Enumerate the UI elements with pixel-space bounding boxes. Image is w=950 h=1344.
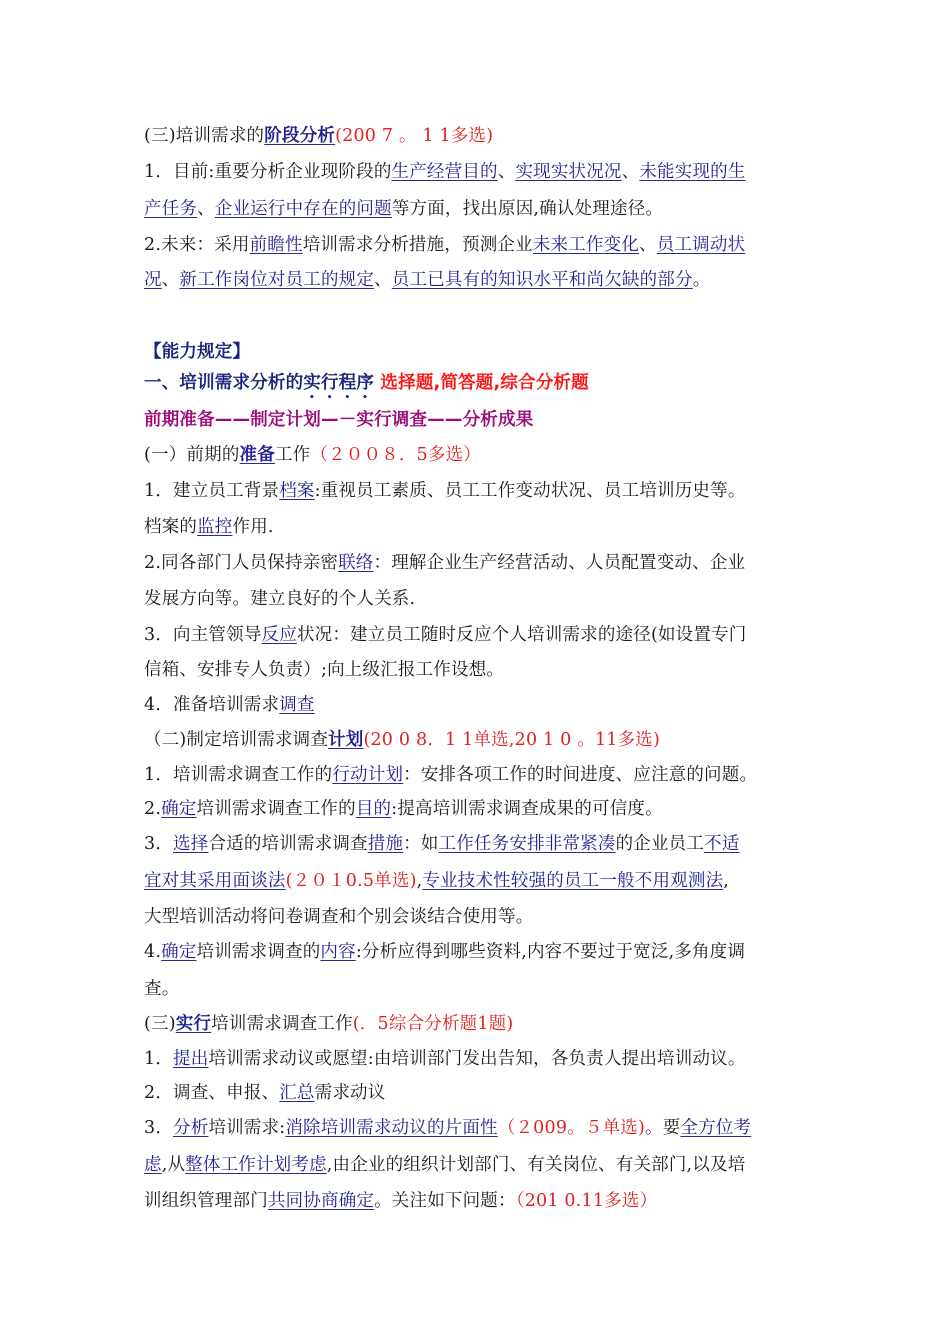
text: , bbox=[723, 871, 730, 891]
text: 信箱、安排专人负责）;向上级汇报工作设想。 bbox=[144, 660, 505, 680]
exam-note: 选择题,简答题,综合分析题 bbox=[374, 373, 589, 393]
text: 、 bbox=[374, 270, 392, 290]
text: 4．准备培训需求 bbox=[144, 695, 280, 715]
text: (一）前期的 bbox=[144, 445, 240, 465]
text: 1．建立员工背景 bbox=[144, 481, 280, 501]
section-3-heading bbox=[144, 124, 820, 148]
text: :提高培训需求调查成果的可信度。 bbox=[391, 799, 663, 819]
text: (三) bbox=[144, 1014, 176, 1034]
keyword: 宜对其采用面谈法 bbox=[144, 871, 286, 891]
paragraph-line bbox=[144, 1047, 820, 1071]
paragraph-line bbox=[144, 869, 820, 893]
text: 4. bbox=[144, 942, 162, 962]
paragraph-line bbox=[144, 977, 820, 1001]
paragraph-line bbox=[144, 797, 820, 821]
text: 培训需求调查的 bbox=[196, 942, 321, 962]
text: 1．目前:重要分析企业现阶段的 bbox=[144, 162, 392, 182]
keyword: 消除培训需求动议的片面性 bbox=[285, 1118, 498, 1138]
subsection-2-heading bbox=[144, 728, 820, 752]
text: 。 bbox=[692, 270, 711, 290]
text: 2.同各部门人员保持亲密 bbox=[144, 553, 339, 573]
text: 培训需求: bbox=[208, 1118, 286, 1138]
paragraph-line bbox=[144, 623, 820, 647]
paragraph-line bbox=[144, 197, 820, 221]
text: 等方面，找出原因,确认处理途径。 bbox=[391, 199, 664, 219]
text: 需求动议 bbox=[314, 1083, 386, 1103]
text: ：理解企业生产经营活动、人员配置变动、企业 bbox=[373, 553, 746, 573]
keyword: 分析 bbox=[173, 1118, 209, 1138]
text: （二)制定培训需求调查 bbox=[144, 730, 329, 750]
section-1-heading bbox=[144, 371, 820, 403]
text: 3． bbox=[144, 834, 174, 854]
text: 合适的培训需求调查 bbox=[208, 834, 368, 854]
keyword: 内容 bbox=[320, 942, 356, 962]
keyword: 汇总 bbox=[279, 1083, 315, 1103]
text: 状况：建立员工随时反应个人培训需求的途径(如设置专门 bbox=[296, 625, 747, 645]
text: , bbox=[416, 871, 423, 891]
keyword: 准备 bbox=[239, 445, 275, 465]
subsection-1-heading bbox=[144, 443, 820, 467]
keyword: 确定 bbox=[161, 942, 197, 962]
keyword: 企业运行中存在的问题 bbox=[214, 199, 392, 219]
keyword: 实行程序 bbox=[303, 373, 375, 393]
text: 1． bbox=[144, 1049, 174, 1069]
text: 3．向主管领导 bbox=[144, 625, 262, 645]
text: 一、培训需求分析的 bbox=[144, 373, 304, 393]
keyword: 联络 bbox=[338, 553, 374, 573]
exam-note: （２009。５单选) bbox=[497, 1118, 645, 1138]
exam-note: （201 0.11多选） bbox=[515, 1191, 658, 1211]
keyword: 阶段分析 bbox=[264, 126, 336, 146]
keyword: 全方位考 bbox=[680, 1118, 752, 1138]
paragraph-line bbox=[144, 832, 820, 856]
keyword: 实现实状况况 bbox=[515, 162, 622, 182]
paragraph-line bbox=[144, 763, 820, 787]
text: 培训需求分析措施，预测企业 bbox=[302, 235, 533, 255]
keyword: 目的 bbox=[355, 799, 392, 819]
text: 【能力规定】 bbox=[144, 342, 251, 362]
paragraph-line bbox=[144, 693, 820, 717]
keyword: 确定 bbox=[161, 799, 197, 819]
text: 、 bbox=[639, 235, 657, 255]
paragraph-line bbox=[144, 940, 820, 964]
keyword: 前瞻性 bbox=[249, 235, 303, 255]
paragraph-line bbox=[144, 1153, 820, 1177]
paragraph-line bbox=[144, 905, 820, 929]
text: 。要 bbox=[645, 1118, 681, 1138]
keyword: 产任务 bbox=[144, 199, 198, 219]
keyword: 工作任务安排非常紧凑 bbox=[438, 834, 616, 854]
paragraph-line bbox=[144, 587, 820, 611]
keyword: 调查 bbox=[279, 695, 315, 715]
text: 前期准备——制定计划—－实行调查——分析成果 bbox=[144, 410, 534, 430]
text: 培训需求动议或愿望:由培训部门发出告知，各负责人提出培训动议。 bbox=[208, 1049, 746, 1069]
text: ：如 bbox=[403, 834, 439, 854]
keyword: 提出 bbox=[173, 1049, 209, 1069]
text: 查。 bbox=[144, 979, 180, 999]
paragraph-line bbox=[144, 1189, 820, 1213]
keyword: 未能实现的生 bbox=[639, 162, 746, 182]
text: ,由企业的组织计划部门、有关岗位、有关部门,以及培 bbox=[326, 1155, 746, 1175]
paragraph-line bbox=[144, 1116, 820, 1140]
keyword: 计划 bbox=[328, 730, 364, 750]
keyword: 反应 bbox=[261, 625, 297, 645]
text: 3． bbox=[144, 1118, 174, 1138]
text: 、 bbox=[497, 162, 516, 182]
keyword: 专业技术性较强的员工一般不用观测法 bbox=[422, 871, 724, 891]
exam-note: (２０１0.5单选) bbox=[285, 871, 417, 891]
keyword: 整体工作计划考虑 bbox=[185, 1155, 327, 1175]
text: 培训需求调查工作 bbox=[211, 1014, 353, 1034]
keyword: 行动计划 bbox=[332, 765, 404, 785]
text: ,从 bbox=[161, 1155, 186, 1175]
exam-note: （２００８．5多选） bbox=[310, 445, 481, 465]
keyword: 选择 bbox=[173, 834, 209, 854]
exam-note: (．5综合分析题1题) bbox=[352, 1014, 514, 1034]
process-flow bbox=[144, 408, 820, 432]
paragraph-line bbox=[144, 551, 820, 575]
keyword: 共同协商确定 bbox=[267, 1191, 375, 1211]
paragraph-line bbox=[144, 658, 820, 682]
text: 1．培训需求调查工作的 bbox=[144, 765, 333, 785]
keyword: 虑 bbox=[144, 1155, 162, 1175]
paragraph-line bbox=[144, 1081, 820, 1105]
text: 、 bbox=[197, 199, 215, 219]
text: :重视员工素质、员工工作变动状况、员工培训历史等。 bbox=[314, 481, 746, 501]
text: 大型培训活动将问卷调查和个别会谈结合使用等。 bbox=[144, 907, 534, 927]
paragraph-line bbox=[144, 515, 820, 539]
exam-note: (200 7 。 1 1多选) bbox=[335, 126, 494, 146]
ability-heading bbox=[144, 340, 820, 364]
text: 的企业员工 bbox=[615, 834, 705, 854]
text: 。关注如下问题： bbox=[374, 1191, 516, 1211]
text: 2．调查、申报、 bbox=[144, 1083, 280, 1103]
keyword: 员工调动状 bbox=[656, 235, 746, 255]
keyword: 况 bbox=[144, 270, 162, 290]
keyword: 措施 bbox=[367, 834, 404, 854]
keyword: 监控 bbox=[197, 517, 233, 537]
text: 、 bbox=[621, 162, 640, 182]
text: ：安排各项工作的时间进度、应注意的问题。 bbox=[403, 765, 758, 785]
text: 2. bbox=[144, 799, 162, 819]
keyword: 档案 bbox=[279, 481, 315, 501]
keyword: 实行 bbox=[175, 1014, 212, 1034]
keyword: 不适 bbox=[704, 834, 740, 854]
text: 发展方向等。建立良好的个人关系. bbox=[144, 589, 416, 609]
subsection-3-heading bbox=[144, 1012, 820, 1036]
text: 2.未来：采用 bbox=[144, 235, 250, 255]
keyword: 新工作岗位对员工的规定 bbox=[179, 270, 375, 290]
text: 训组织管理部门 bbox=[144, 1191, 268, 1211]
text: (三)培训需求的 bbox=[144, 126, 265, 146]
text: :分析应得到哪些资料,内容不要过于宽泛,多角度调 bbox=[355, 942, 746, 962]
exam-note: (20 0 8．1 1单选,20 1 0 。11多选) bbox=[363, 730, 661, 750]
paragraph-line bbox=[144, 268, 820, 292]
text: 、 bbox=[161, 270, 180, 290]
text: 档案的 bbox=[144, 517, 198, 537]
paragraph-line bbox=[144, 160, 820, 184]
paragraph-line bbox=[144, 233, 820, 257]
text: 作用. bbox=[232, 517, 274, 537]
text: 工作 bbox=[274, 445, 311, 465]
keyword: 员工已具有的知识水平和尚欠缺的部分 bbox=[391, 270, 693, 290]
keyword: 未来工作变化 bbox=[532, 235, 640, 255]
paragraph-line bbox=[144, 479, 820, 503]
text: 培训需求调查工作的 bbox=[196, 799, 356, 819]
keyword: 生产经营目的 bbox=[391, 162, 498, 182]
